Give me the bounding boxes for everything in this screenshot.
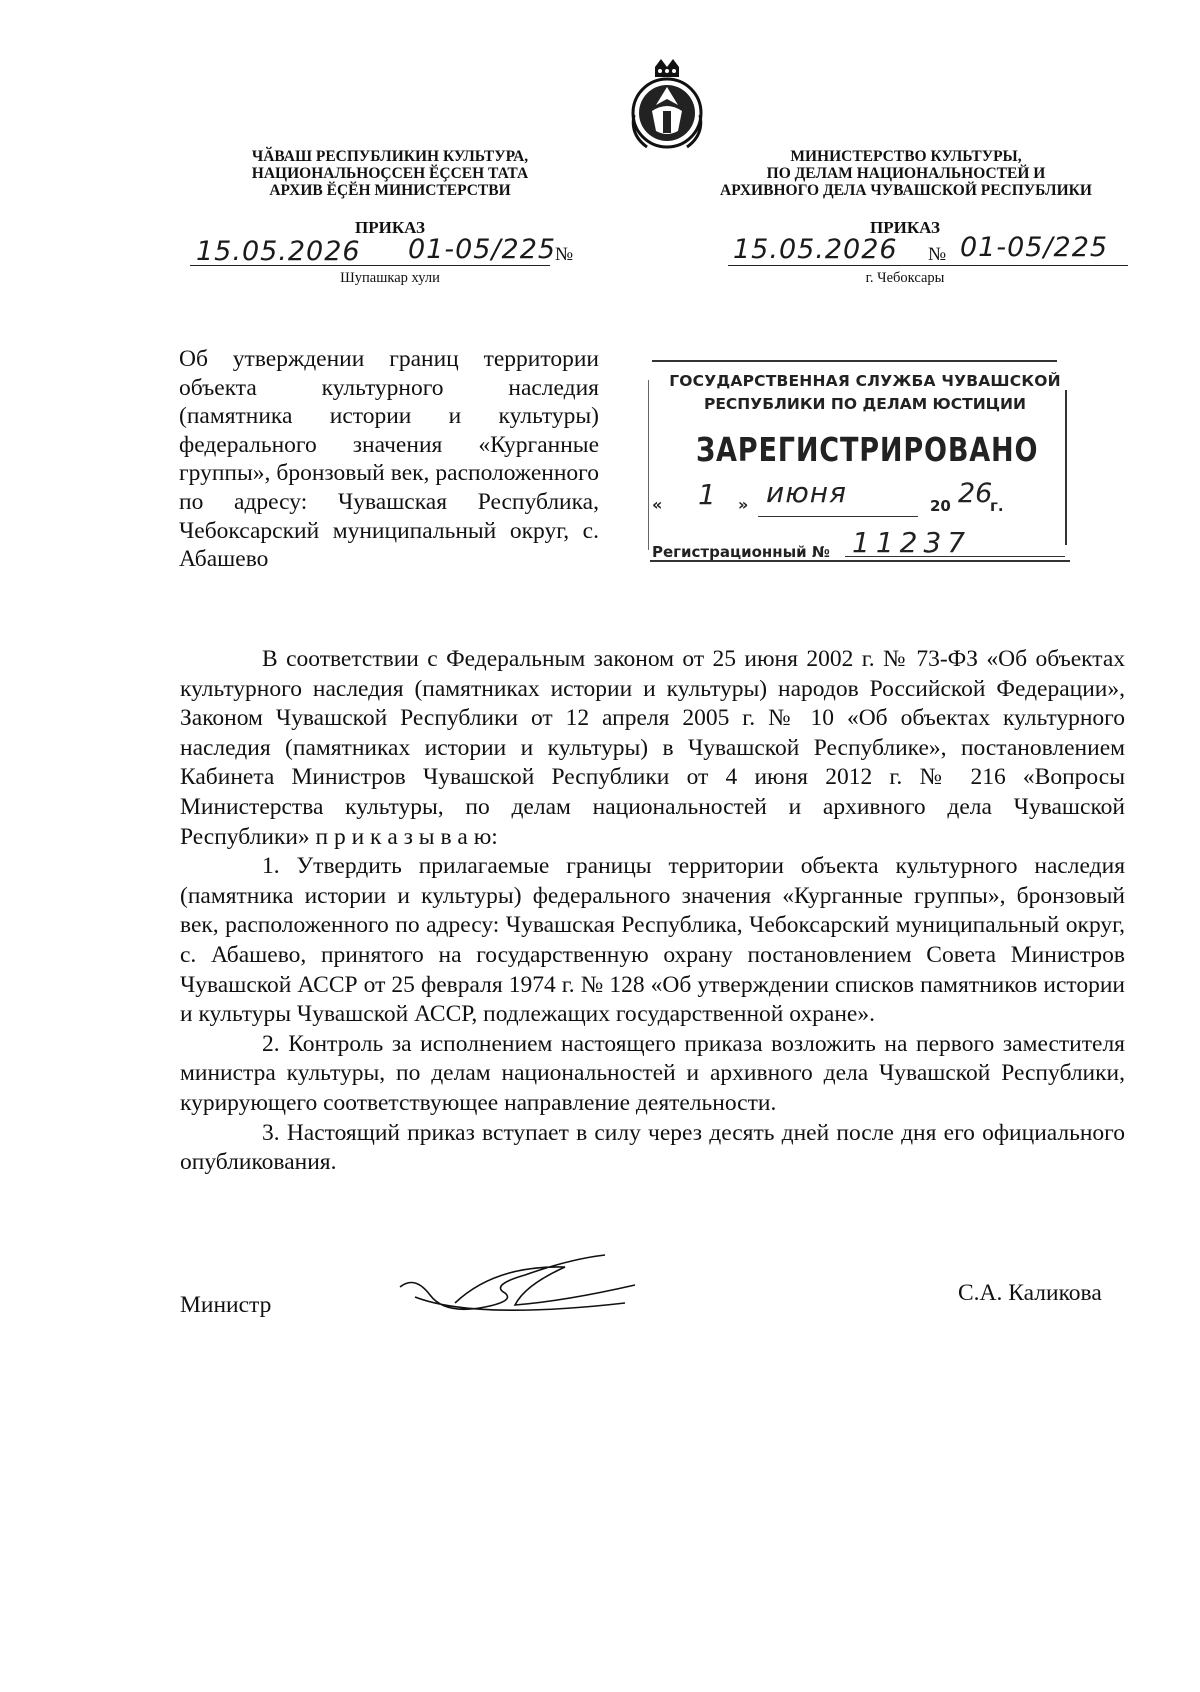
stamp-open-quote: « (652, 495, 663, 514)
order-title: Об утверждении границ территории объекта культурного наследия (памятника истории и культуры) федерального значения «Курганные группы», бронзовый век, расположенного по адресу: Чувашская Республика, Чебоксарский муниципальный округ, с. Абашево (179, 346, 599, 573)
order-number-right: 01-05/225 (960, 232, 1109, 263)
stamp-date-underline (758, 516, 918, 517)
signatory-name: С.А. Каликова (958, 1280, 1102, 1306)
ministry-name-line: ЧӐВАШ РЕСПУБЛИКИН КУЛЬТУРА, (251, 148, 529, 165)
stamp-day: 1 (698, 478, 716, 511)
stamp-border-right (1065, 390, 1067, 545)
stamp-reg-label: Регистрационный № (652, 543, 830, 561)
order-date-right: 15.05.2026 (733, 234, 898, 265)
signatory-position: Министр (180, 1292, 272, 1318)
stamp-reg-number: 11237 (852, 526, 972, 559)
ministry-name-line: НАЦИОНАЛЬНОҪСЕН ӖҪСЕН ТАТА (251, 165, 529, 182)
stamp-status: ЗАРЕГИСТРИРОВАНО (696, 430, 1039, 469)
stamp-month: июня (766, 476, 847, 509)
stamp-close-quote: » (738, 495, 749, 514)
stamp-year-suffix: 26 (958, 478, 993, 509)
clause-1-paragraph: 1. Утвердить прилагаемые границы территории объекта культурного наследия (памятника истории и культуры) федерального значения «Курганные группы», бронзовый век, расположенного по адресу: Чувашская Республика, Чебоксарский муниципальный округ, с. Абашево, принятого на государственную охрану постановлением Совета Министров Чувашской АССР от 25 февраля 1974 г. № 128 «Об утверждении списков памятников истории и культуры Чувашской АССР, подлежащих государственной охране». (180, 853, 1125, 1028)
order-number-left: 01-05/225 (408, 234, 557, 265)
stamp-year-prefix: 20 (930, 497, 951, 515)
number-sign-left: № (555, 244, 574, 265)
clause-2-paragraph: 2. Контроль за исполнением настоящего приказа возложить на первого заместителя министра культуры, по делам национальностей и архивного дела Чувашской Республики, курирующего соответствующее направление деятельности. (180, 1030, 1125, 1116)
city-chuvash: Шупашкар хули (340, 270, 440, 286)
city-russian: г. Чебоксары (865, 270, 945, 286)
preamble-paragraph: В соответствии с Федеральным законом от 25 июня 2002 г. № 73-ФЗ «Об объектах культурного наследия (памятниках истории и культуры) народов Российской Федерации», Законом Чувашской Республики от 12 апреля 2005 г. № 10 «Об объектах культурного наследия (памятниках истории и культуры) в Чувашской Республике», постановлением Кабинета Министров Чувашской Республики от 4 июня 2012 г. № 216 «Вопросы Министерства культуры, по делам национальностей и архивного дела Чувашской Республики» п р и к а з ы в а ю: (180, 646, 1125, 850)
stamp-border-top (652, 360, 1057, 362)
handwritten-signature (395, 1245, 640, 1330)
ministry-name-line: ПО ДЕЛАМ НАЦИОНАЛЬНОСТЕЙ И (766, 165, 1046, 182)
stamp-border-left (648, 380, 649, 550)
stamp-year-unit: г. (990, 497, 1004, 515)
stamp-agency-line2: РЕСПУБЛИКИ ПО ДЕЛАМ ЮСТИЦИИ (703, 395, 1026, 413)
clause-3-paragraph: 3. Настоящий приказ вступает в силу через десять дней после дня его официального опубликования. (180, 1119, 1125, 1176)
number-sign-right: № (928, 244, 947, 265)
date-underline-left (190, 265, 550, 266)
coat-of-arms-emblem (622, 55, 712, 155)
stamp-agency-line1: ГОСУДАРСТВЕННАЯ СЛУЖБА ЧУВАШСКОЙ (669, 372, 1061, 390)
ministry-name-line: АРХИВ ӖҪӖН МИНИСТЕРСТВИ (269, 182, 511, 199)
order-label-russian: ПРИКАЗ (870, 218, 940, 237)
order-date-left: 15.05.2026 (196, 236, 361, 267)
ministry-name-chuvash (180, 148, 600, 199)
ministry-name-russian (686, 148, 1126, 199)
order-label-chuvash: ПРИКАЗ (355, 218, 425, 237)
stamp-reg-underline (845, 556, 1065, 557)
ministry-name-line: АРХИВНОГО ДЕЛА ЧУВАШСКОЙ РЕСПУБЛИКИ (720, 182, 1092, 199)
date-underline-right (728, 265, 1128, 266)
registration-stamp (640, 360, 1070, 565)
ministry-name-line: МИНИСТЕРСТВО КУЛЬТУРЫ, (790, 148, 1022, 165)
order-body (180, 645, 1125, 1178)
